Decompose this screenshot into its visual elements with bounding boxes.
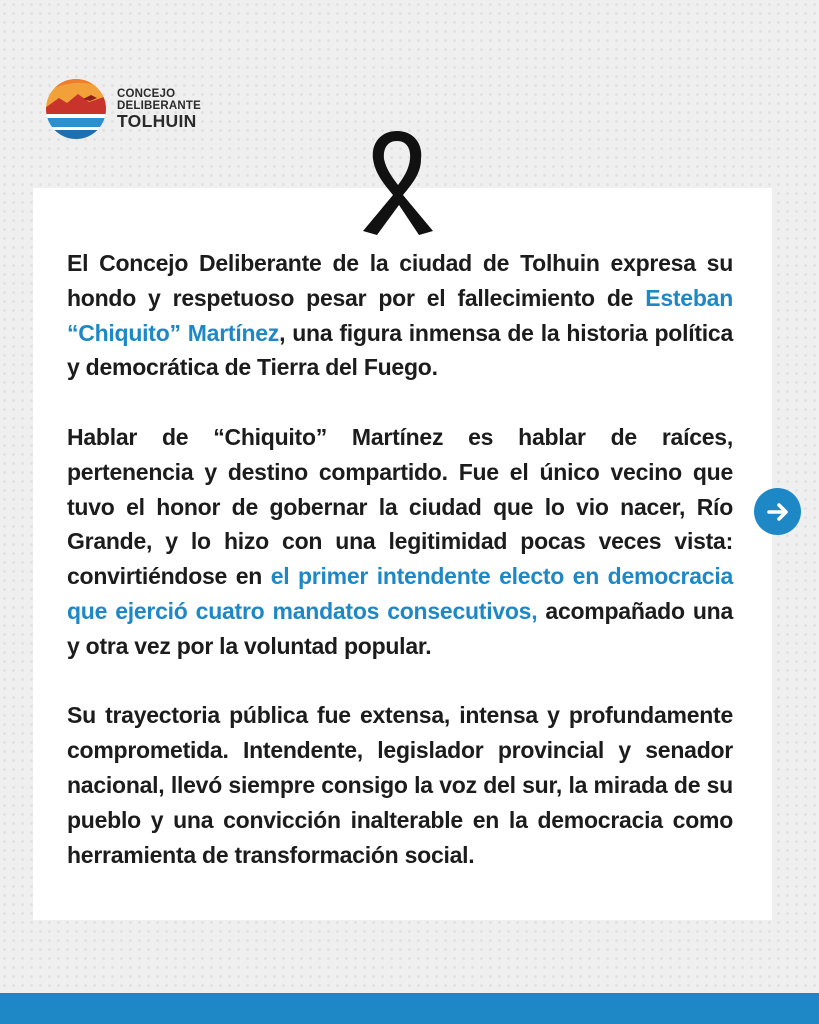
logo-wordmark	[117, 88, 201, 131]
paragraph-2-text-c: acompañado una y otra vez por la voluntad popular.	[67, 597, 733, 659]
logo-emblem-icon	[45, 78, 107, 140]
highlight-mandates: el primer intendente electo en democracia que ejerció cuatro mandatos consecutivos,	[67, 563, 733, 624]
logo-line-3: TOLHUIN	[117, 110, 197, 131]
paragraph-2	[67, 420, 733, 664]
bottom-accent-bar	[0, 993, 819, 1024]
paragraph-3	[67, 698, 733, 872]
highlight-name: Esteban “Chiquito” Martínez	[67, 284, 733, 346]
paragraph-1-text-c: , una figura inmensa de la historia política y democrática de Tierra del Fuego.	[67, 319, 733, 381]
paragraph-2-text-a: Hablar de “Chiquito” Martínez es hablar de raíces, pertenencia y destino compartido. Fue el único vecino que tuvo el honor de gobernar la ciudad que lo vio nacer, Río Grande, y lo hizo con una legitimidad pocas veces vista: convirtiéndose en	[67, 423, 733, 590]
logo-line-1: CONCEJO	[117, 87, 176, 100]
paragraph-1-text-a: El Concejo Deliberante de la ciudad de Tolhuin expresa su hondo y respetuoso pesar por el fallecimiento de	[67, 250, 733, 311]
mourning-ribbon-icon	[357, 125, 437, 237]
logo-line-2: DELIBERANTE	[117, 99, 201, 112]
paragraph-3-text: Su trayectoria pública fue extensa, intensa y profundamente comprometida. Intendente, legislador provincial y senador nacional, llevó siempre consigo la voz del sur, la mirada de su pueblo y una convicción inalterable en la democracia como herramienta de transformación social.	[67, 702, 733, 868]
paragraph-1	[67, 246, 733, 385]
next-slide-button[interactable]	[754, 488, 801, 535]
concejo-logo	[45, 78, 201, 140]
arrow-right-icon	[765, 499, 791, 525]
statement-text	[67, 246, 733, 872]
